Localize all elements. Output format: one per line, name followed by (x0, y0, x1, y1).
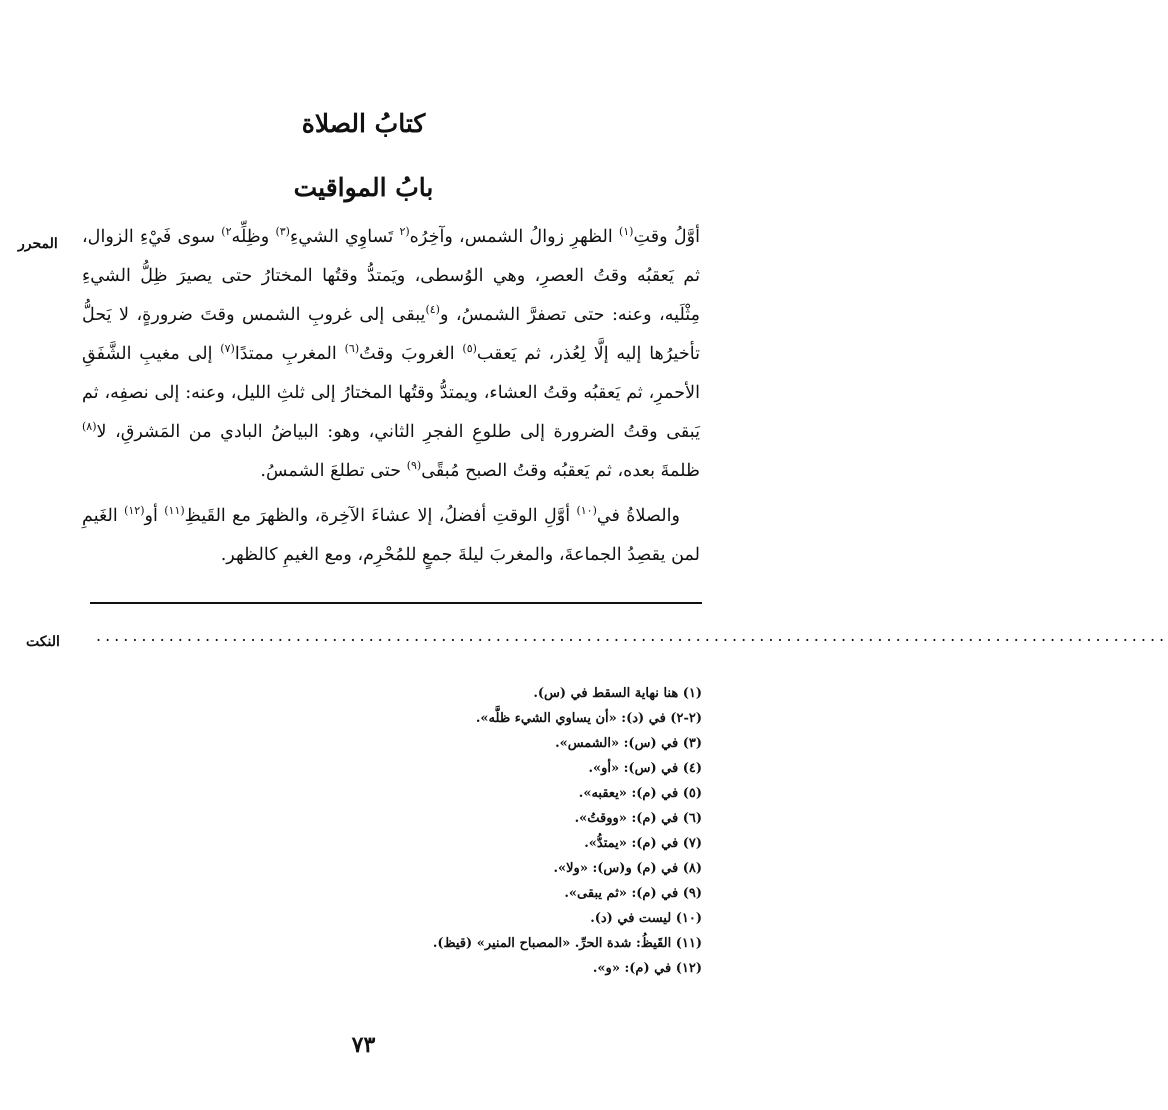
text-segment: الغَيمِ لمن يقصِدُ الجماعةَ، والمغربَ ليلةَ جمعٍ للمُحْرِم، ومع الغيمِ كالظهر. (82, 506, 700, 565)
footnote-line: (٣) في (س): «الشمس». (555, 736, 702, 751)
main-paragraph-1 (82, 218, 700, 491)
footnote-marker: (٩) (406, 459, 422, 472)
footnote-line: (٨) في (م) و(س): «ولا». (553, 861, 702, 876)
section-divider (90, 602, 702, 604)
page-number: ٧٣ (351, 1032, 376, 1058)
text-segment: أوَّلِ الوقتِ أفضلُ، إلا عشاءَ الآخِرة، والظهرَ مع القَيظِ (184, 506, 577, 526)
margin-label-muharrar: المحرر (18, 236, 58, 252)
footnote-marker: (١٢) (124, 504, 145, 517)
footnote-marker: (١١) (164, 504, 185, 517)
footnote-line: (١) هنا نهاية السقط في (س). (533, 686, 702, 701)
footnote-line: (٧) في (م): «يمتدُّ». (584, 836, 702, 851)
footnote-line: (٤) في (س): «أو». (588, 761, 702, 776)
main-paragraph-2 (82, 497, 700, 575)
footnote-line: (١٢) في (م): «و». (592, 961, 702, 976)
text-segment: والصلاةُ في (596, 506, 680, 526)
footnote-marker: (٥) (462, 342, 477, 355)
main-text (82, 218, 700, 575)
footnote-marker: (٢ (399, 225, 410, 238)
text-segment: الغروبَ وقتُ (359, 344, 463, 364)
footnote-line: (٢-٢) في (د): «أن يساوي الشيء ظلَّه». (475, 711, 702, 726)
footnote-marker: (٦) (344, 342, 360, 355)
footnote-marker: (٨) (82, 420, 97, 433)
footnote-marker: ٢) (221, 225, 232, 238)
text-segment: أوَّلُ وقتِ (633, 227, 700, 247)
text-segment: إلى مغيبِ الشَّفَقِ الأحمرِ، ثم يَعقبُه وقتُ العشاء، ويمتدُّ وقتُها المختارُ إلى ثلثِ الليل، وعنه: إلى نصفِه، ثم يَبقى وقتُ الضرورة إلى طلوعِ الفجرِ الثاني، وهو: البياضُ البادي من المَشرقِ، لا (82, 344, 700, 442)
text-segment: حتى تطلعَ الشمسُ. (260, 461, 407, 481)
footnote-marker: (١) (618, 225, 634, 238)
footnote-line: (٥) في (م): «يعقبه». (578, 786, 702, 801)
text-segment: المغربِ ممتدًا (234, 344, 345, 364)
text-segment: تَساوِي الشيءِ (289, 227, 400, 247)
dotted-separator: ...................................................................................................................... (96, 626, 1168, 645)
text-segment: ظلمةَ بعده، ثم يَعقبُه وقتُ الصبح مُبقًى (421, 461, 700, 481)
footnote-line: (٦) في (م): «ووقتُ». (574, 811, 702, 826)
text-segment: أو (144, 506, 165, 526)
margin-label-nukat: النكت (26, 634, 60, 650)
footnote-line: (١٠) ليست في (د). (590, 911, 702, 926)
book-title: كتابُ الصلاة (301, 109, 426, 138)
text-segment: يبقى إلى غروبِ الشمس وقتَ ضرورةٍ، لا يَحلُّ تأخيرُها إليه إلَّا لِعُذر، ثم يَعقب (82, 305, 700, 364)
chapter-title: بابُ المواقيت (293, 173, 434, 202)
footnote-marker: (١٠) (576, 504, 597, 517)
footnote-marker: (٧) (220, 342, 235, 355)
text-segment: سوى فَيْءِ الزوال، ثم يَعقبُه وقتُ العصرِ، وهي الوُسطى، ويَمتدُّ وقتُها المختارُ حتى يصيرَ ظِلُّ الشيءِ مِثْلَيه، وعنه: حتى تصفرَّ الشمسُ، و (82, 227, 700, 325)
footnote-line: (٩) في (م): «ثم يبقى». (564, 886, 702, 901)
text-segment: وظِلِّه (231, 227, 276, 247)
footnote-line: (١١) القَيظُ: شدة الحرِّ. «المصباح المنير» (قيظ). (432, 936, 702, 951)
text-segment: الظهرِ زوالُ الشمس، وآخِرُه (409, 227, 619, 247)
footnotes (100, 681, 702, 981)
footnote-marker: (٣) (275, 225, 290, 238)
footnote-marker: (٤) (425, 303, 440, 316)
